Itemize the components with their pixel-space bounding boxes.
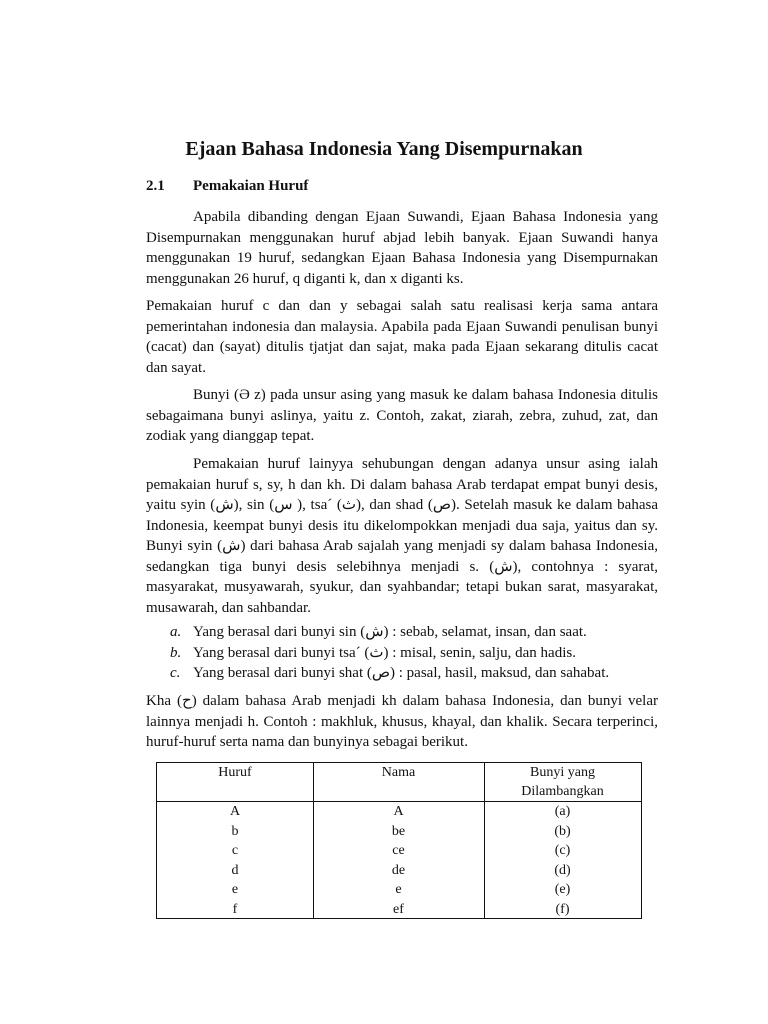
section-heading	[146, 178, 308, 195]
table-cell: (e)	[554, 882, 571, 897]
section-number: 2.1	[146, 178, 165, 194]
table-column-bunyi	[484, 763, 641, 918]
table-cell: (b)	[554, 823, 571, 839]
paragraph-2-text: Pemakaian huruf c dan dan y sebagai salah satu realisasi kerja sama antara pemerintahan indonesia dan malaysia. Apabila pada Ejaan Suwandi penulisan bunyi (cacat) dan (sayat) ditulis tjatjat dan sajat, maka pada Ejaan sekarang ditulis cacat dan sayat.	[146, 298, 658, 376]
list-item	[170, 643, 609, 664]
list-marker: c.	[170, 665, 181, 681]
list-item-text: Yang berasal dari bunyi shat (ص) : pasal, hasil, maksud, dan sahabat.	[193, 665, 610, 681]
table-header: Huruf	[157, 763, 313, 802]
table-cell: ce	[392, 843, 405, 858]
list-marker: b.	[170, 644, 182, 661]
table-header: Bunyi yang Dilambangkan	[484, 763, 641, 802]
table-cell: f	[232, 901, 238, 917]
section-title: Pemakaian Huruf	[193, 178, 309, 194]
table-cell: c	[231, 843, 239, 858]
paragraph-2	[146, 296, 658, 378]
list-item-text: Yang berasal dari bunyi sin (ش) : sebab, selamat, insan, dan saat.	[193, 624, 587, 640]
paragraph-1	[146, 207, 658, 289]
table-cell: (d)	[554, 862, 571, 878]
list-item	[170, 663, 609, 684]
paragraph-3	[146, 385, 658, 447]
table-cell: A	[229, 804, 241, 819]
table-cell: e	[231, 882, 239, 897]
example-list	[170, 622, 609, 684]
table-cell: d	[231, 862, 239, 878]
table-column-nama	[313, 763, 485, 918]
table-cell: A	[393, 804, 404, 819]
paragraph-3-text: Bunyi (Ə z) pada unsur asing yang masuk ke dalam bahasa Indonesia ditulis sebagaimana bunyi aslinya, yaitu z. Contoh, zakat, ziarah, zebra, zuhud, zat, dan zodiak yang dianggap tepat.	[146, 387, 658, 444]
alphabet-table	[156, 762, 642, 919]
table-cell: e	[395, 882, 402, 897]
table-cell: de	[391, 862, 406, 878]
paragraph-4-text: Pemakaian huruf lainyya sehubungan dengan adanya unsur asing ialah pemakaian huruf s, sy, h dan kh. Di dalam bahasa Arab terdapat empat bunyi desis, yaitu syin (ش), sin (س ), tsa´ (ث), dan shad (ص). Setelah masuk ke dalam bahasa Indonesia, keempat bunyi desis itu dikelompokkan menjadi dua saja, yaitus dan sy. Bunyi syin (ش) dari bahasa Arab sajalah yang menjadi sy dalam bahasa Indonesia, sedangkan tiga bunyi desis selebihnya menjadi s. (ش), contohnya : syarat, masyarakat, musyawarah, syukur, dan syahbandar; tetapi bukan sarat, masyarakat, musawarah, dan sahbandar.	[146, 456, 658, 616]
table-cell: ef	[393, 901, 404, 917]
table-cell: b	[231, 823, 239, 839]
list-item	[170, 622, 609, 643]
paragraph-1-text: Apabila dibanding dengan Ejaan Suwandi, Ejaan Bahasa Indonesia yang Disempurnakan menggunakan huruf abjad lebih banyak. Ejaan Suwandi hanya menggunakan 19 huruf, sedangkan Ejaan Bahasa Indonesia yang Disempurnakan menggunakan 26 huruf, q diganti k, dan x diganti ks.	[146, 209, 658, 287]
table-cell: be	[391, 823, 406, 839]
paragraph-5-text: Kha (ح) dalam bahasa Arab menjadi kh dalam bahasa Indonesia, dan bunyi velar lainnya menjadi h. Contoh : makhluk, khusus, khayal, dan khalik. Secara terperinci, huruf-huruf serta nama dan bunyinya sebagai berikut.	[146, 693, 658, 750]
table-cell: (c)	[554, 843, 571, 858]
list-item-text: Yang berasal dari bunyi tsa´ (ث) : misal, senin, salju, dan hadis.	[193, 644, 576, 661]
paragraph-5	[146, 691, 658, 753]
paragraph-4	[146, 454, 658, 618]
table-cell: (a)	[554, 804, 571, 819]
table-cell: (f)	[555, 901, 570, 917]
table-header: Nama	[313, 763, 484, 802]
table-column-huruf	[157, 763, 314, 918]
page-title: Ejaan Bahasa Indonesia Yang Disempurnakan	[185, 138, 583, 160]
list-marker: a.	[170, 624, 182, 640]
